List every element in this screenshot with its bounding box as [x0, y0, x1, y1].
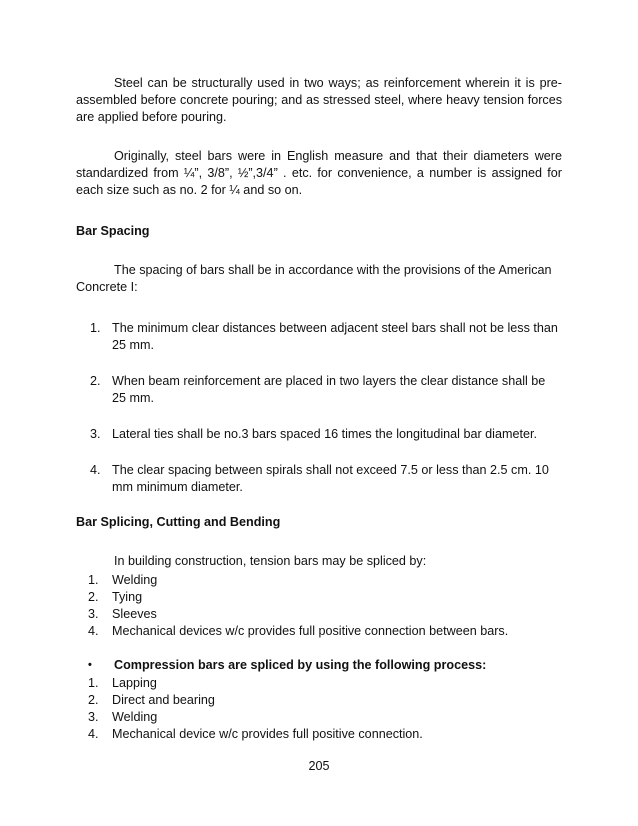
- list-item: [76, 623, 562, 640]
- list-item: [76, 426, 562, 443]
- list-number: 3.: [88, 710, 99, 724]
- compression-splice-list: [76, 675, 562, 743]
- heading-bar-spacing: Bar Spacing: [76, 224, 150, 238]
- list-text: Sleeves: [112, 607, 157, 621]
- list-number: 2.: [88, 693, 99, 707]
- list-text: Welding: [112, 573, 158, 587]
- list-text: Mechanical devices w/c provides full positive connection between bars.: [112, 624, 509, 638]
- list-item: [76, 462, 562, 496]
- list-text: The clear spacing between spirals shall not exceed 7.5 or less than 2.5 cm. 10 mm minimum diameter.: [112, 463, 549, 494]
- list-item: [76, 726, 562, 743]
- compression-heading: [76, 657, 562, 674]
- list-text: Tying: [112, 590, 143, 604]
- list-item: [76, 373, 562, 407]
- list-item: [76, 572, 562, 589]
- list-number: 1.: [88, 573, 99, 587]
- list-number: 2.: [88, 590, 99, 604]
- list-item: [76, 606, 562, 623]
- list-number: 3.: [90, 427, 101, 441]
- paragraph-bar-spacing-intro: The spacing of bars shall be in accordance with the provisions of the American Concrete I:: [76, 263, 552, 294]
- bullet-icon: •: [88, 659, 92, 671]
- list-number: 1.: [90, 321, 101, 335]
- list-item: [76, 320, 562, 354]
- paragraph-steel-uses: Steel can be structurally used in two ways; as reinforcement wherein it is pre-assembled before concrete pouring; and as stressed steel, where heavy tension forces are applied before pouring.: [76, 76, 562, 124]
- page-number: 205: [308, 759, 330, 773]
- list-number: 4.: [88, 624, 99, 638]
- list-item: [76, 675, 562, 692]
- list-text: Lapping: [112, 676, 157, 690]
- list-number: 2.: [90, 374, 101, 388]
- compression-heading-text: Compression bars are spliced by using the following process:: [114, 658, 487, 672]
- tension-splice-list: [76, 572, 562, 640]
- list-text: Direct and bearing: [112, 693, 215, 707]
- list-item: [76, 589, 562, 606]
- list-item: [76, 709, 562, 726]
- list-text: The minimum clear distances between adjacent steel bars shall not be less than 25 mm.: [112, 321, 558, 352]
- bar-spacing-list: [76, 320, 562, 496]
- heading-bar-splicing: Bar Splicing, Cutting and Bending: [76, 515, 281, 529]
- list-number: 1.: [88, 676, 99, 690]
- list-number: 4.: [88, 727, 99, 741]
- paragraph-steel-measure: Originally, steel bars were in English measure and that their diameters were standardized from ¼”, 3/8”, ½”,3/4” . etc. for convenience, a number is assigned for each size such as no. 2 for ¼ and so on.: [76, 149, 562, 197]
- list-text: Mechanical device w/c provides full positive connection.: [112, 727, 423, 741]
- list-number: 4.: [90, 463, 101, 477]
- list-item: [76, 692, 562, 709]
- list-number: 3.: [88, 607, 99, 621]
- list-text: When beam reinforcement are placed in two layers the clear distance shall be 25 mm.: [112, 374, 546, 405]
- list-text: Lateral ties shall be no.3 bars spaced 16 times the longitudinal bar diameter.: [112, 427, 537, 441]
- paragraph-splicing-intro: In building construction, tension bars may be spliced by:: [114, 554, 427, 568]
- page-content: [76, 75, 562, 743]
- list-text: Welding: [112, 710, 158, 724]
